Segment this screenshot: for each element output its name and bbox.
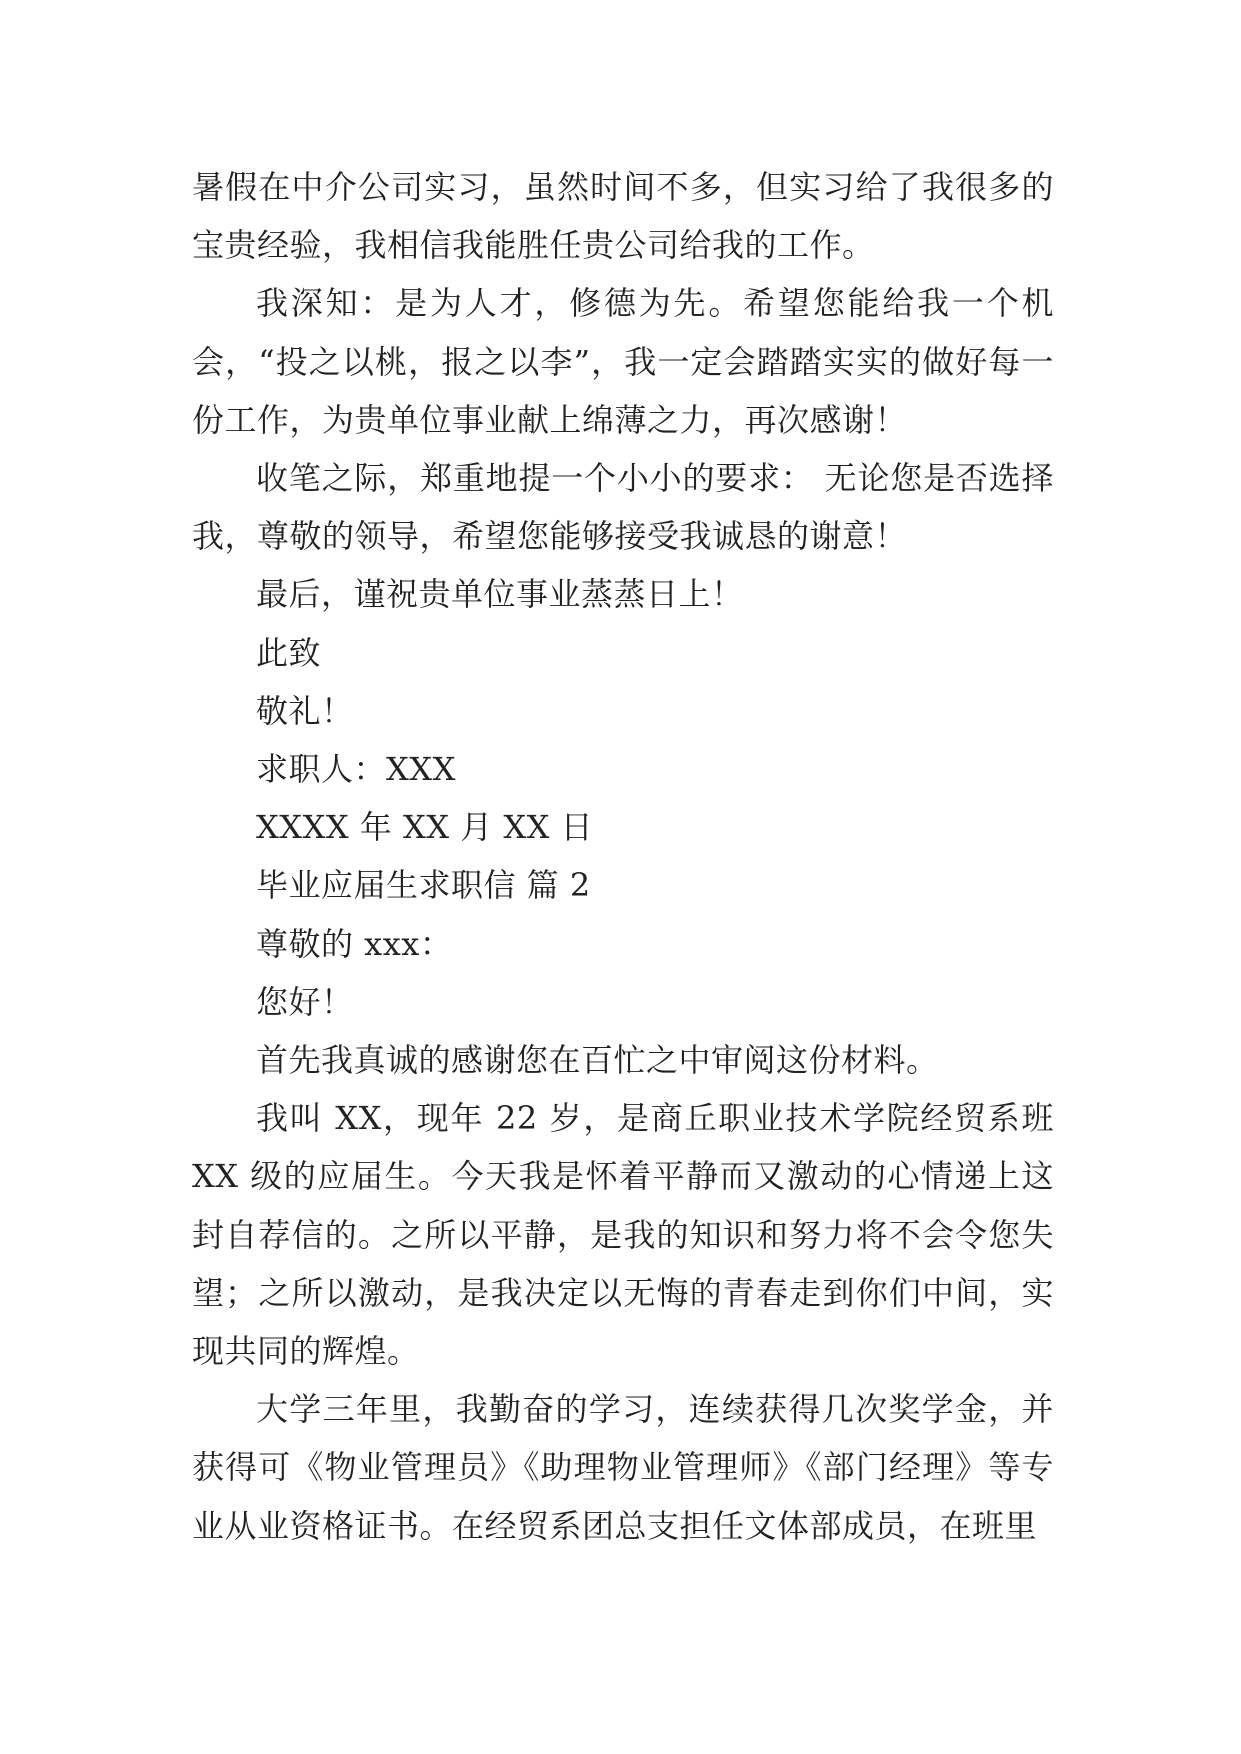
section-title: 毕业应届生求职信 篇 2 <box>256 866 591 905</box>
paragraph-internship: 暑假在中介公司实习，虽然时间不多，但实习给了我很多的宝贵经验，我相信我能胜任贵公司给我的工作。 <box>192 168 1054 265</box>
letter-body <box>192 158 1054 1555</box>
salutation-cizhi: 此致 <box>256 633 322 672</box>
paragraph-introduction: 我叫 XX，现年 22 岁，是商丘职业技术学院经贸系班 XX 级的应届生。今天我是怀着平静而又激动的心情递上这封自荐信的。之所以平静，是我的知识和努力将不会令您失望；之所以激动，是我决定以无悔的青春走到你们中间，实现共同的辉煌。 <box>192 1099 1054 1371</box>
salutation-jingli: 敬礼！ <box>256 691 354 730</box>
paragraph-wishes: 最后，谨祝贵单位事业蒸蒸日上！ <box>256 575 744 614</box>
greeting-recipient: 尊敬的 xxx： <box>256 924 453 963</box>
applicant-name: 求职人：XXX <box>256 750 456 789</box>
paragraph-thanks: 首先我真诚的感谢您在百忙之中审阅这份材料。 <box>256 1041 939 1080</box>
greeting-hello: 您好！ <box>256 982 354 1021</box>
paragraph-closing-request: 收笔之际，郑重地提一个小小的要求： 无论您是否选择我，尊敬的领导，希望您能够接受我诚恳的谢意！ <box>192 459 1054 556</box>
paragraph-university: 大学三年里，我勤奋的学习，连续获得几次奖学金，并获得可《物业管理员》《助理物业管理师》《部门经理》等专业从业资格证书。在经贸系团总支担任文体部成员，在班里 <box>192 1390 1054 1545</box>
paragraph-virtue: 我深知：是为人才，修德为先。希望您能给我一个机会，“投之以桃，报之以李”，我一定会踏踏实实的做好每一份工作，为贵单位事业献上绵薄之力，再次感谢！ <box>192 284 1054 439</box>
letter-date: XXXX 年 XX 月 XX 日 <box>256 808 594 847</box>
